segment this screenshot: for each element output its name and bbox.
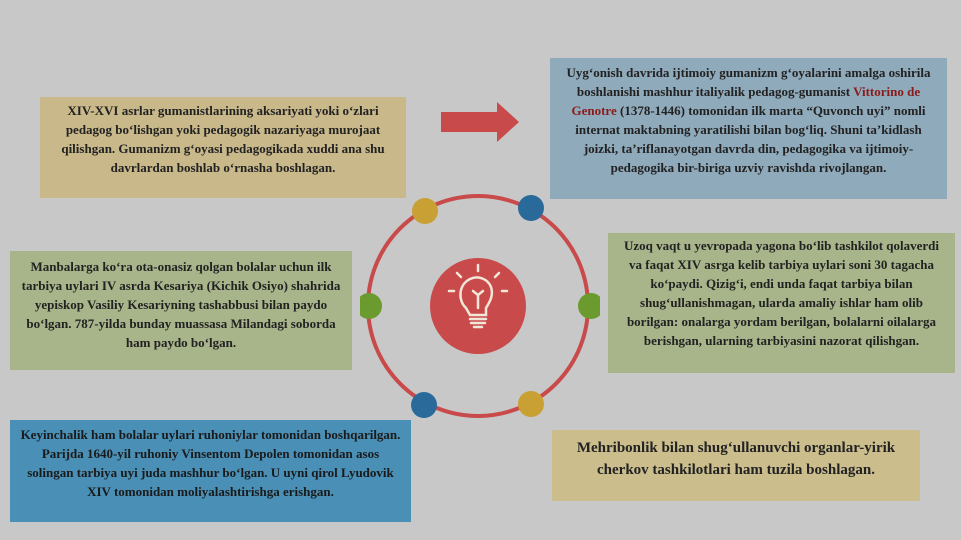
text-top-left: XIV-XVI asrlar gumanistlarining aksariyati yoki o‘zlari pedagog bo‘lishgan yoki pedagogik nazariyaga murojaat qilishgan. Gumanizm g‘oyasi pedagogikada xuddi ana shu davrlardan boshlab o‘rnasha boshlagan. bbox=[61, 103, 385, 175]
dot-top-left bbox=[412, 198, 438, 224]
center-hub bbox=[360, 187, 600, 427]
text-top-right-part2: (1378-1446) tomonidan ilk marta “Quvonch uyi” nomli internat maktabning yaratilishi bilan bog‘liq. Shuni ta’kidlash joizki, ta’riflanayotgan davrda din, pedagogika va ijtimoiy-pedagogika bir-biriga uzviy ravishda rivojlangan. bbox=[575, 103, 926, 175]
text-bottom-left: Keyinchalik ham bolalar uylari ruhoniylar tomonidan boshqarilgan. Parijda 1640-yil ruhoniy Vinsentom Depolen tomonidan asos solingan tarbiya uyi juda mashhur bo‘lgan. U uyni qirol Lyudovik XIV tomonidan moliyalashtirishga erishgan. bbox=[20, 427, 401, 499]
text-box-mid-left bbox=[10, 251, 352, 370]
dot-right bbox=[578, 293, 600, 319]
text-box-bottom-right bbox=[552, 430, 920, 501]
dot-top-right bbox=[518, 195, 544, 221]
text-mid-left: Manbalarga ko‘ra ota-onasiz qolgan bolalar uchun ilk tarbiya uylari IV asrda Kesariya (Kichik Osiyo) shahrida yepiskop Vasiliy Kesariyning tashabbusi bilan paydo bo‘lgan. 787-yilda bunday muassasa Milandagi soborda ham paydo bo‘lgan. bbox=[21, 259, 341, 350]
text-box-mid-right bbox=[608, 233, 955, 373]
highlighted-name: Vittorino de Genotre bbox=[571, 84, 921, 118]
text-box-top-right bbox=[550, 58, 947, 199]
dot-bottom-left bbox=[411, 392, 437, 418]
dot-bottom-right bbox=[518, 391, 544, 417]
text-mid-right: Uzoq vaqt u yevropada yagona bo‘lib tashkilot qolaverdi va faqat XIV asrga kelib tarbiya uylari soni 30 tagacha ko‘paydi. Qizig‘i, endi unda faqat tarbiya bilan shug‘ullanishmagan, ularda amaliy ishlar ham olib borilgan: onalarga yordam berilgan, bolalarni oilalarga berishgan, ularning tarbiyasini nazorat qilishgan. bbox=[623, 238, 940, 348]
dot-left bbox=[360, 293, 382, 319]
text-top-right-part1: Uyg‘onish davrida ijtimoiy gumanizm g‘oyalarini amalga oshirila boshlanishi mashhur italiyalik pedagog-gumanist bbox=[566, 65, 931, 99]
text-bottom-right: Mehribonlik bilan shug‘ullanuvchi organlar-yirik cherkov tashkilotlari ham tuzila boshlagan. bbox=[576, 440, 896, 478]
right-arrow-icon bbox=[441, 102, 521, 142]
text-box-top-left bbox=[40, 97, 406, 198]
text-box-bottom-left bbox=[10, 420, 411, 522]
